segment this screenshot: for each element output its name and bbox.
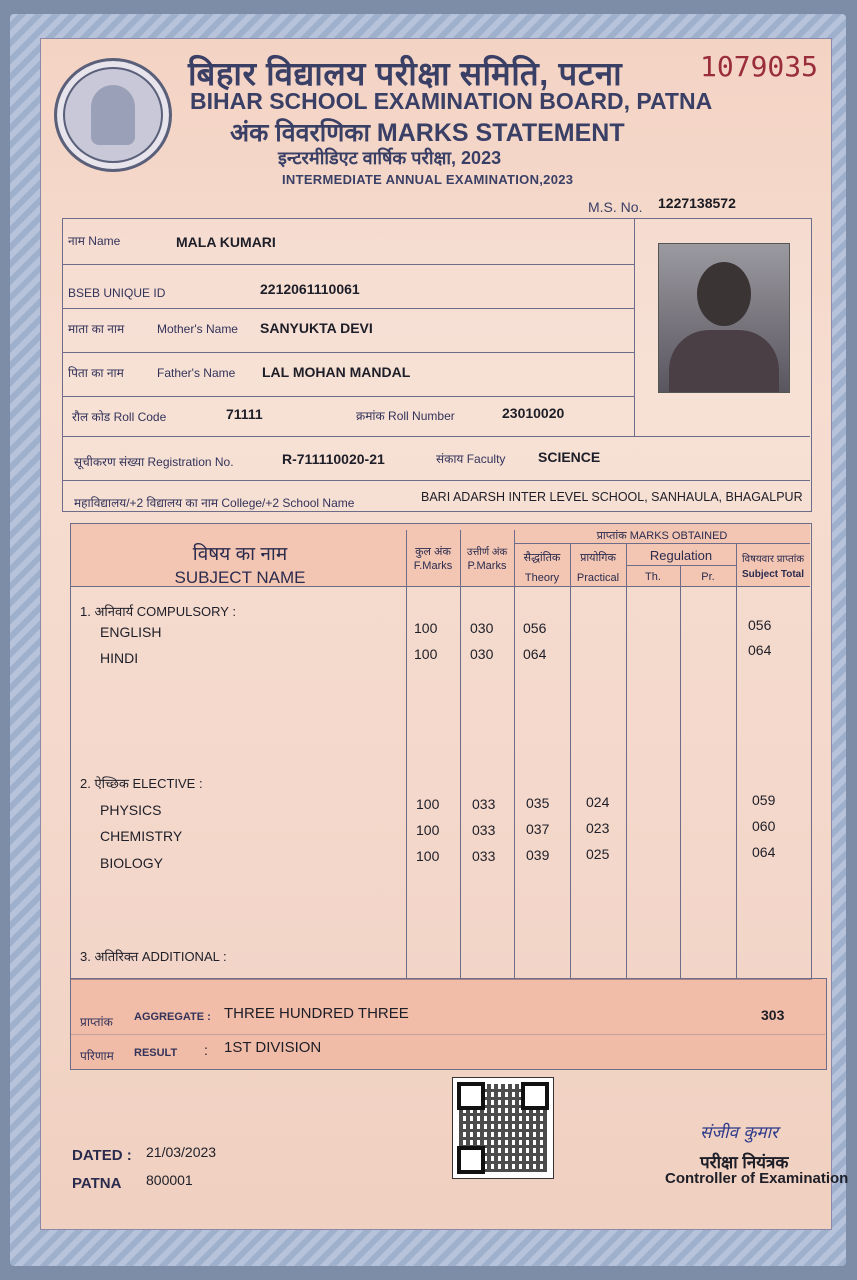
dated-label: DATED : bbox=[72, 1147, 132, 1164]
faculty-label: संकाय Faculty bbox=[436, 452, 506, 466]
practical-marks: 024 bbox=[586, 794, 610, 810]
full-marks-header-hindi: कुल अंक bbox=[415, 546, 451, 558]
mother-name: SANYUKTA DEVI bbox=[260, 320, 373, 336]
subject-total: 060 bbox=[752, 818, 776, 834]
roll-number-value: 23010020 bbox=[502, 405, 565, 421]
board-title-hindi: बिहार विद्यालय परीक्षा समिति, पटना bbox=[188, 55, 623, 92]
subject-header-english: SUBJECT NAME bbox=[174, 568, 306, 587]
registration-value: R-711110020-21 bbox=[282, 451, 385, 467]
exam-title-english: INTERMEDIATE ANNUAL EXAMINATION,2023 bbox=[282, 172, 574, 187]
result-label-hindi: परिणाम bbox=[80, 1049, 114, 1063]
subject-total: 064 bbox=[752, 844, 776, 860]
pass-marks: 033 bbox=[472, 822, 496, 838]
regulation-header: Regulation bbox=[649, 548, 713, 563]
issue-date: 21/03/2023 bbox=[146, 1144, 217, 1160]
subject-name: CHEMISTRY bbox=[100, 828, 183, 844]
subject-total-header-english: Subject Total bbox=[741, 569, 805, 580]
additional-section-label: 3. अतिरिक्त ADDITIONAL : bbox=[80, 949, 227, 964]
aggregate-label-english: AGGREGATE : bbox=[134, 1011, 211, 1023]
board-seal-icon bbox=[54, 58, 172, 172]
pass-marks: 033 bbox=[472, 848, 496, 864]
aggregate-total: 303 bbox=[761, 1007, 785, 1023]
roll-code-label: रौल कोड Roll Code bbox=[72, 410, 167, 424]
father-name: LAL MOHAN MANDAL bbox=[262, 364, 411, 380]
marks-table bbox=[70, 523, 812, 980]
aggregate-result-box bbox=[70, 978, 827, 1070]
controller-signature: संजीव कुमार bbox=[700, 1123, 778, 1143]
subject-name: BIOLOGY bbox=[100, 855, 164, 871]
theory-header-english: Theory bbox=[524, 572, 560, 584]
college-value: BARI ADARSH INTER LEVEL SCHOOL, SANHAULA, BHAGALPUR bbox=[421, 490, 803, 504]
theory-marks: 064 bbox=[523, 646, 547, 662]
subject-name: PHYSICS bbox=[100, 802, 162, 818]
regulation-practical-header: Pr. bbox=[701, 571, 715, 583]
serial-number: 1079035 bbox=[700, 50, 819, 83]
pass-marks: 030 bbox=[470, 646, 494, 662]
mother-label-hindi: माता का नाम bbox=[68, 322, 125, 336]
full-marks: 100 bbox=[416, 848, 440, 864]
subject-total-header-hindi: विषयवार प्राप्तांक bbox=[741, 554, 805, 565]
student-photo bbox=[658, 243, 790, 393]
father-label-english: Father's Name bbox=[157, 366, 236, 380]
registration-label: सूचीकरण संख्या Registration No. bbox=[74, 455, 234, 469]
subject-total: 056 bbox=[748, 617, 772, 633]
full-marks: 100 bbox=[416, 796, 440, 812]
subject-total: 064 bbox=[748, 642, 772, 658]
student-name: MALA KUMARI bbox=[176, 234, 276, 250]
pincode: 800001 bbox=[146, 1172, 193, 1188]
aggregate-label-hindi: प्राप्तांक bbox=[80, 1015, 113, 1029]
board-title-english: BIHAR SCHOOL EXAMINATION BOARD, PATNA bbox=[190, 88, 713, 114]
compulsory-section-label: 1. अनिवार्य COMPULSORY : bbox=[80, 604, 236, 619]
full-marks: 100 bbox=[414, 620, 438, 636]
college-label: महाविद्यालय/+2 विद्यालय का नाम College/+2 School Name bbox=[74, 496, 355, 510]
father-label-hindi: पिता का नाम bbox=[68, 366, 124, 380]
mother-label-english: Mother's Name bbox=[157, 322, 238, 336]
aggregate-in-words: THREE HUNDRED THREE bbox=[224, 1005, 409, 1022]
practical-header-hindi: प्रायोगिक bbox=[580, 552, 616, 564]
pass-marks-header-english: P.Marks bbox=[467, 560, 507, 572]
theory-marks: 035 bbox=[526, 795, 550, 811]
pass-marks-header-hindi: उत्तीर्ण अंक bbox=[466, 547, 508, 558]
result-separator: : bbox=[204, 1042, 208, 1058]
practical-marks: 023 bbox=[586, 820, 610, 836]
practical-header-english: Practical bbox=[576, 572, 620, 584]
roll-code-value: 71111 bbox=[226, 406, 263, 422]
exam-title-hindi: इन्टरमीडिएट वार्षिक परीक्षा, 2023 bbox=[278, 148, 502, 168]
practical-marks: 025 bbox=[586, 846, 610, 862]
subject-name: HINDI bbox=[100, 650, 139, 666]
theory-header-hindi: सैद्धांतिक bbox=[523, 552, 561, 564]
pass-marks: 033 bbox=[472, 796, 496, 812]
uid-value: 2212061110061 bbox=[260, 281, 360, 297]
theory-marks: 039 bbox=[526, 847, 550, 863]
qr-code bbox=[452, 1077, 554, 1179]
name-label: नाम Name bbox=[68, 234, 121, 248]
result-division: 1ST DIVISION bbox=[224, 1039, 322, 1056]
theory-marks: 037 bbox=[526, 821, 550, 837]
roll-number-label: क्रमांक Roll Number bbox=[356, 409, 455, 423]
statement-title: अंक विवरणिका MARKS STATEMENT bbox=[230, 119, 625, 147]
pass-marks: 030 bbox=[470, 620, 494, 636]
theory-marks: 056 bbox=[523, 620, 547, 636]
full-marks-header-english: F.Marks bbox=[413, 560, 453, 572]
subject-header-hindi: विषय का नाम bbox=[192, 544, 288, 565]
place-label: PATNA bbox=[72, 1175, 122, 1192]
subject-total: 059 bbox=[752, 792, 776, 808]
uid-label: BSEB UNIQUE ID bbox=[68, 286, 166, 300]
ms-no-label: M.S. No. bbox=[588, 199, 643, 215]
full-marks: 100 bbox=[414, 646, 438, 662]
regulation-theory-header: Th. bbox=[645, 571, 661, 583]
faculty-value: SCIENCE bbox=[538, 449, 601, 465]
marks-obtained-header: प्राप्तांक MARKS OBTAINED bbox=[596, 530, 728, 542]
result-label-english: RESULT bbox=[134, 1047, 178, 1059]
elective-section-label: 2. ऐच्छिक ELECTIVE : bbox=[80, 776, 203, 791]
controller-title-hindi: परीक्षा नियंत्रक bbox=[700, 1153, 789, 1172]
subject-name: ENGLISH bbox=[100, 624, 162, 640]
ms-no-value: 1227138572 bbox=[658, 195, 736, 211]
controller-title-english: Controller of Examination bbox=[665, 1170, 849, 1187]
full-marks: 100 bbox=[416, 822, 440, 838]
